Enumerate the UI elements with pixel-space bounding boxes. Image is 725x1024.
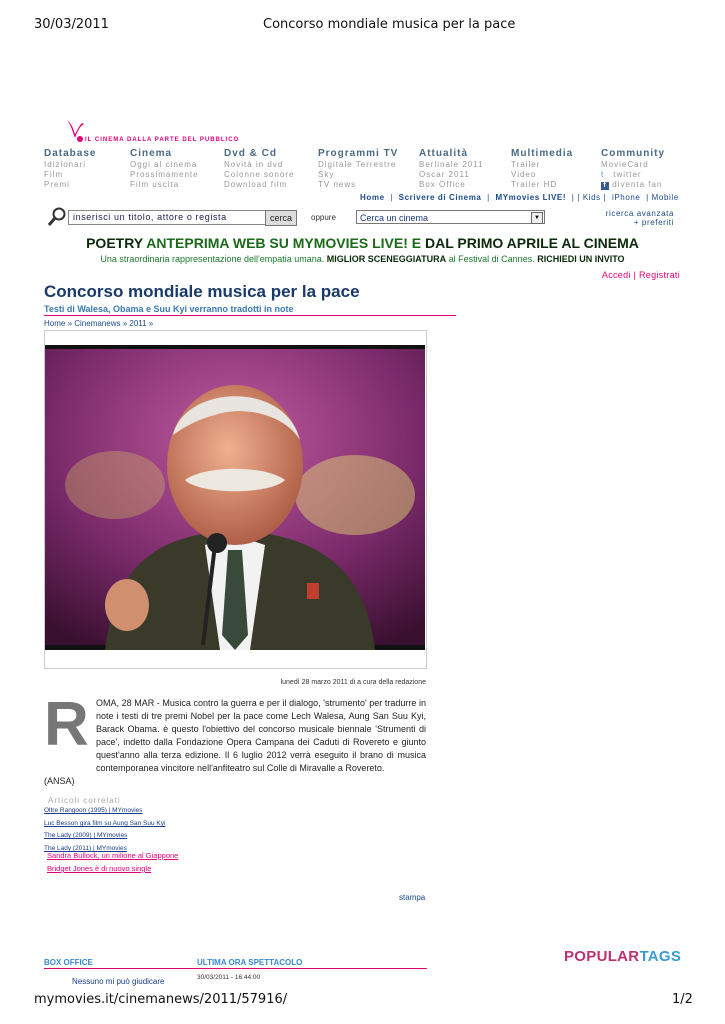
nav-programmi bbox=[318, 149, 398, 190]
nav-link[interactable]: MovieCard bbox=[601, 160, 649, 169]
nav-link[interactable]: Download film bbox=[224, 180, 288, 189]
advanced-links bbox=[600, 209, 674, 227]
chevron-down-icon[interactable]: ▼ bbox=[531, 212, 543, 224]
news-link[interactable]: Bridget Jones è di nuovo single bbox=[47, 864, 152, 873]
nav-heading-multimedia[interactable]: Multimedia bbox=[511, 148, 574, 159]
article-photo bbox=[45, 345, 425, 650]
nav-link[interactable]: Trailer bbox=[511, 160, 541, 169]
top-links bbox=[360, 193, 679, 202]
separator: | bbox=[646, 193, 649, 202]
nav-attualita bbox=[419, 149, 484, 190]
nav-heading-cinema[interactable]: Cinema bbox=[130, 148, 173, 159]
banner-dal: DAL PRIMO APRILE AL CINEMA bbox=[425, 235, 639, 251]
tags-label: TAGS bbox=[639, 948, 682, 965]
nav-cinema bbox=[130, 149, 199, 190]
article-subtitle: Testi di Walesa, Obama e Suu Kyi verranno tradotti in note bbox=[44, 304, 294, 314]
nav-link[interactable]: Prossimamente bbox=[130, 170, 199, 179]
popular-label: POPULAR bbox=[564, 948, 640, 965]
related-link[interactable]: The Lady (2011) | MYmovies bbox=[44, 845, 127, 852]
nav-link[interactable]: Novità in dvd bbox=[224, 160, 284, 169]
banner-sub-b: MIGLIOR SCENEGGIATURA bbox=[326, 254, 447, 264]
nav-link[interactable]: Trailer HD bbox=[511, 180, 558, 189]
banner-anteprima: ANTEPRIMA WEB SU MYMOVIES LIVE! E bbox=[146, 235, 422, 251]
related-link[interactable]: The Lady (2009) | MYmovies bbox=[44, 832, 128, 839]
facebook-icon[interactable]: f bbox=[601, 182, 609, 190]
search-input[interactable]: inserisci un titolo, attore o regista bbox=[68, 210, 270, 225]
banner-invite[interactable]: RICHIEDI UN INVITO bbox=[537, 254, 625, 264]
nav-link[interactable]: Sky bbox=[318, 170, 335, 179]
nav-link[interactable]: Film uscita bbox=[130, 180, 180, 189]
nav-link[interactable]: Box Office bbox=[419, 180, 466, 189]
nav-heading-database[interactable]: Database bbox=[44, 148, 97, 159]
nav-link[interactable]: twitter bbox=[613, 170, 642, 179]
banner-sub-c: al Festival di Cannes. bbox=[448, 254, 535, 264]
box-office-heading[interactable]: BOX OFFICE bbox=[44, 958, 93, 967]
divider bbox=[44, 315, 456, 316]
ultima-ora-heading[interactable]: ULTIMA ORA SPETTACOLO bbox=[197, 958, 303, 967]
nav-link[interactable]: Premi bbox=[44, 180, 70, 189]
divider bbox=[44, 968, 427, 969]
mymovies-logo-icon[interactable] bbox=[64, 118, 86, 144]
register-link[interactable]: Registrati bbox=[638, 270, 680, 280]
print-footer-url: mymovies.it/cinemanews/2011/57916/ bbox=[34, 992, 288, 1007]
popular-tags-heading bbox=[564, 948, 681, 965]
logo-tagline: IL CINEMA DALLA PARTE DEL PUBBLICO bbox=[85, 137, 240, 143]
twitter-icon[interactable]: t bbox=[601, 170, 605, 179]
news-link[interactable]: Sandra Bullock, un milione al Giappone bbox=[47, 851, 179, 860]
nav-dvd bbox=[224, 149, 294, 190]
separator: | bbox=[603, 193, 607, 202]
nav-link[interactable]: Idizionari bbox=[44, 160, 87, 169]
iphone-link[interactable]: iPhone bbox=[611, 193, 641, 202]
nav-link[interactable]: Film bbox=[44, 170, 64, 179]
cinema-select-value: Cerca un cinema bbox=[360, 213, 429, 223]
separator: | bbox=[633, 270, 637, 280]
article-text-1: OMA, 28 MAR - Musica contro la guerra e per il dialogo, 'strumento' per tradurre in note i testi di tre premi Nobel per la pace come Lech Walesa, Aung San Suu Kyi, Barack Obama. è questo l'obiettivo del concorso musicale biennale 'Strumenti di pace', indetto dalla Fondazione Opera Campana dei Caduti di Rovereto e giunto quest'anno alla terza edizione. bbox=[96, 698, 426, 760]
magnifier-icon bbox=[47, 207, 67, 227]
nav-link[interactable]: TV news bbox=[318, 180, 357, 189]
separator: | bbox=[390, 193, 393, 202]
breadcrumb[interactable]: Home » Cinemanews » 2011 » bbox=[44, 319, 154, 328]
dropcap: R bbox=[44, 690, 89, 759]
print-date: 30/03/2011 bbox=[34, 17, 109, 32]
favorites-link[interactable]: + preferiti bbox=[633, 218, 674, 227]
nav-link[interactable]: Video bbox=[511, 170, 537, 179]
page-title: Concorso mondiale musica per la pace bbox=[44, 282, 360, 301]
nav-community bbox=[601, 149, 665, 190]
article-paragraph bbox=[44, 697, 426, 775]
separator: | bbox=[571, 193, 575, 202]
article-source: (ANSA) bbox=[44, 776, 75, 786]
article-body bbox=[44, 697, 426, 788]
kids-link[interactable]: Kids bbox=[582, 193, 601, 202]
oppure-label: oppure bbox=[311, 213, 336, 222]
mymovies-live-link[interactable]: MYmovies LIVE! bbox=[495, 193, 567, 202]
mobile-link[interactable]: Mobile bbox=[651, 193, 679, 202]
home-link[interactable]: Home bbox=[360, 193, 385, 202]
promo-banner-headline[interactable] bbox=[44, 235, 681, 251]
nav-link[interactable]: Digitale Terrestre bbox=[318, 160, 397, 169]
auth-links bbox=[560, 270, 680, 280]
nav-heading-dvd[interactable]: Dvd & Cd bbox=[224, 148, 277, 159]
related-link[interactable]: Oltre Rangoon (1995) | MYmovies bbox=[44, 807, 143, 814]
banner-sub-a: Una straordinaria rappresentazione dell'empatia umana. bbox=[100, 254, 325, 264]
promo-banner-sub[interactable] bbox=[44, 254, 681, 264]
print-page-number: 1/2 bbox=[672, 992, 693, 1007]
news-datetime: 30/03/2011 - 16:44:00 bbox=[197, 974, 261, 981]
nav-database bbox=[44, 149, 96, 190]
separator: | bbox=[577, 193, 580, 202]
nav-heading-community[interactable]: Community bbox=[601, 148, 665, 159]
advanced-search-link[interactable]: ricerca avanzata bbox=[605, 209, 674, 218]
login-link[interactable]: Accedi bbox=[601, 270, 631, 280]
nav-link[interactable]: Oggi al cinema bbox=[130, 160, 198, 169]
nav-link[interactable]: Berlinale 2011 bbox=[419, 160, 484, 169]
cinema-select[interactable] bbox=[356, 210, 545, 224]
nav-heading-attualita[interactable]: Attualità bbox=[419, 148, 468, 159]
nav-multimedia bbox=[511, 149, 573, 190]
nav-link[interactable]: Colonne sonore bbox=[224, 170, 295, 179]
print-title: Concorso mondiale musica per la pace bbox=[263, 17, 516, 32]
scrivere-link[interactable]: Scrivere di Cinema bbox=[398, 193, 482, 202]
related-heading: Articoli correlati bbox=[48, 796, 121, 805]
article-date: lunedì 28 marzo 2011 di a cura della redazione bbox=[280, 679, 426, 686]
nav-link[interactable]: diventa fan bbox=[612, 180, 663, 189]
article-text-2: Il 6 luglio 2012 verrà eseguito il brano di musica contemporanea vincitore nell'anfiteatro sul Colle di Miravalle a Rovereto. bbox=[96, 750, 426, 773]
print-link[interactable]: stampa bbox=[399, 893, 426, 902]
nav-heading-programmi[interactable]: Programmi TV bbox=[318, 148, 399, 159]
separator: | bbox=[487, 193, 490, 202]
twitter-row bbox=[601, 170, 665, 180]
box-office-item[interactable]: Nessuno mi può giudicare bbox=[72, 977, 165, 986]
search-button[interactable]: cerca bbox=[265, 210, 297, 226]
nav-link[interactable]: Oscar 2011 bbox=[419, 170, 470, 179]
banner-poetry: POETRY bbox=[86, 235, 143, 251]
related-link[interactable]: Luc Besson gira film su Aung San Suu Kyi bbox=[44, 820, 166, 827]
facebook-row bbox=[601, 180, 665, 190]
